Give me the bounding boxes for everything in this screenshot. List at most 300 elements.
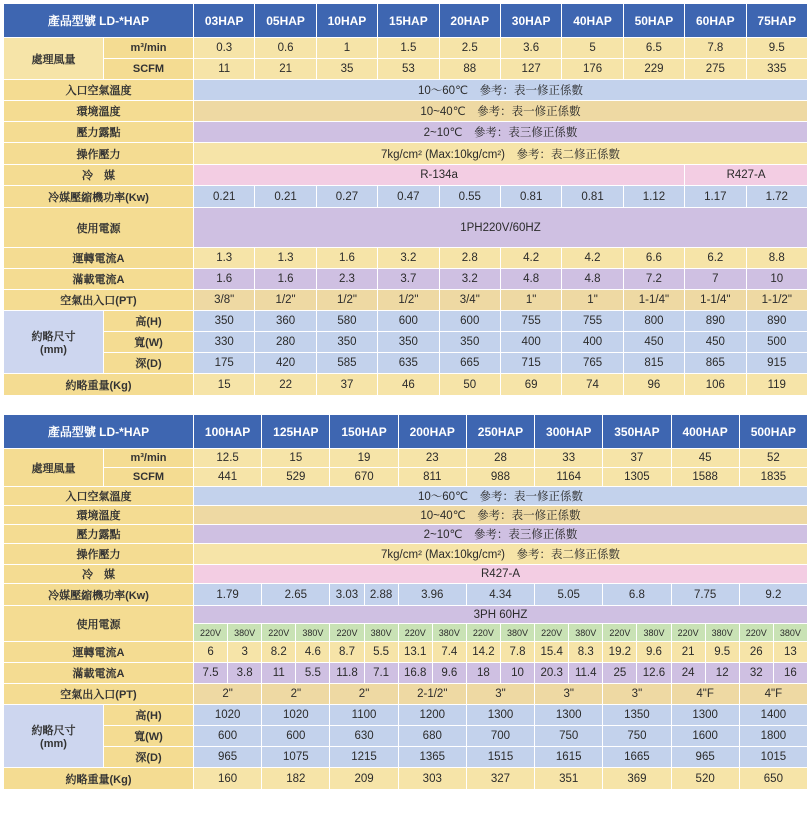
model-header-row — [4, 4, 808, 38]
depth-label: 深(D) — [104, 747, 194, 768]
run-value: 6.2 — [685, 248, 746, 269]
power-value: 0.21 — [255, 186, 316, 208]
scfm-value: 335 — [746, 59, 807, 80]
m3-unit-label: m³/min — [104, 38, 194, 59]
full-value: 11.8 — [330, 663, 364, 684]
model-cell: 400HAP — [671, 415, 739, 449]
height-value: 1200 — [398, 705, 466, 726]
scfm-unit-label: SCFM — [104, 59, 194, 80]
compressor-power-label: 冷媒壓縮機功率(Kw) — [4, 186, 194, 208]
full-value: 4.8 — [500, 269, 561, 290]
run-value: 7.4 — [432, 642, 466, 663]
refrigerant-value-b: R427-A — [685, 165, 808, 186]
m3-value: 0.3 — [194, 38, 255, 59]
run-value: 4.2 — [562, 248, 623, 269]
voltage-cell: 380V — [705, 624, 739, 642]
depth-value: 715 — [500, 353, 561, 374]
depth-value: 635 — [378, 353, 439, 374]
depth-value: 965 — [671, 747, 739, 768]
m3-value: 2.5 — [439, 38, 500, 59]
dimension-label-text: 約略尺寸 — [31, 331, 76, 343]
height-value: 1300 — [671, 705, 739, 726]
port-value: 3/4" — [439, 290, 500, 311]
voltage-cell: 380V — [296, 624, 330, 642]
m3-value: 5 — [562, 38, 623, 59]
port-value: 1-1/4" — [685, 290, 746, 311]
model-cell: 125HAP — [262, 415, 330, 449]
weight-value: 96 — [623, 374, 684, 396]
scfm-value: 670 — [330, 468, 398, 487]
dimension-unit-text: (mm) — [40, 344, 67, 356]
voltage-cell: 220V — [330, 624, 364, 642]
m3-value: 33 — [535, 449, 603, 468]
voltage-cell: 380V — [364, 624, 398, 642]
full-value: 18 — [466, 663, 500, 684]
voltage-cell: 220V — [671, 624, 705, 642]
height-label: 高(H) — [104, 311, 194, 332]
port-value: 1-1/4" — [623, 290, 684, 311]
ambient-temp-value: 10~40℃ 參考：表一修正係數 — [194, 506, 808, 525]
weight-value: 119 — [746, 374, 807, 396]
run-value: 8.8 — [746, 248, 807, 269]
power-value: 7.75 — [671, 584, 739, 606]
full-value: 7.2 — [623, 269, 684, 290]
width-value: 750 — [603, 726, 671, 747]
full-value: 4.8 — [562, 269, 623, 290]
full-value: 24 — [671, 663, 705, 684]
height-row — [4, 705, 808, 726]
weight-row — [4, 374, 808, 396]
model-cell: 20HAP — [439, 4, 500, 38]
full-value: 11 — [262, 663, 296, 684]
ambient-temp-row — [4, 101, 808, 122]
pressure-row — [4, 544, 808, 565]
scfm-unit-label: SCFM — [104, 468, 194, 487]
pressure-label: 操作壓力 — [4, 143, 194, 165]
run-value: 19.2 — [603, 642, 637, 663]
width-value: 700 — [466, 726, 534, 747]
m3-value: 9.5 — [746, 38, 807, 59]
power-value: 2.88 — [364, 584, 398, 606]
m3-unit-label: m³/min — [104, 449, 194, 468]
weight-value: 369 — [603, 768, 671, 790]
power-value: 5.05 — [535, 584, 603, 606]
dimension-unit-text: (mm) — [40, 738, 67, 750]
inlet-temp-row — [4, 80, 808, 101]
depth-value: 865 — [685, 353, 746, 374]
dewpoint-label: 壓力露點 — [4, 122, 194, 143]
model-cell: 15HAP — [378, 4, 439, 38]
height-value: 1350 — [603, 705, 671, 726]
m3-value: 45 — [671, 449, 739, 468]
voltage-cell: 380V — [228, 624, 262, 642]
width-value: 280 — [255, 332, 316, 353]
full-load-current-label: 滿載電流A — [4, 269, 194, 290]
air-port-row — [4, 290, 808, 311]
run-value: 26 — [739, 642, 773, 663]
full-load-current-row — [4, 663, 808, 684]
port-value: 1/2" — [378, 290, 439, 311]
power-value: 3.96 — [398, 584, 466, 606]
running-current-row — [4, 248, 808, 269]
model-label: 產品型號 LD-*HAP — [4, 415, 194, 449]
depth-value: 765 — [562, 353, 623, 374]
depth-value: 1075 — [262, 747, 330, 768]
flow-label: 處理風量 — [4, 38, 104, 80]
width-value: 500 — [746, 332, 807, 353]
voltage-cell: 380V — [432, 624, 466, 642]
full-value: 2.3 — [316, 269, 377, 290]
voltage-cell: 220V — [535, 624, 569, 642]
height-row — [4, 311, 808, 332]
power-value: 0.47 — [378, 186, 439, 208]
flow-scfm-row — [4, 59, 808, 80]
model-cell: 500HAP — [739, 415, 807, 449]
model-cell: 75HAP — [746, 4, 807, 38]
width-value: 400 — [562, 332, 623, 353]
run-value: 4.6 — [296, 642, 330, 663]
height-value: 350 — [194, 311, 255, 332]
dimension-label-text: 約略尺寸 — [31, 725, 76, 737]
m3-value: 1 — [316, 38, 377, 59]
height-value: 600 — [378, 311, 439, 332]
model-cell: 200HAP — [398, 415, 466, 449]
height-value: 360 — [255, 311, 316, 332]
scfm-value: 811 — [398, 468, 466, 487]
power-supply-row — [4, 606, 808, 624]
run-value: 6 — [194, 642, 228, 663]
width-value: 400 — [500, 332, 561, 353]
depth-value: 175 — [194, 353, 255, 374]
inlet-temp-row — [4, 487, 808, 506]
m3-value: 19 — [330, 449, 398, 468]
depth-value: 1515 — [466, 747, 534, 768]
depth-value: 420 — [255, 353, 316, 374]
depth-value: 1615 — [535, 747, 603, 768]
port-value: 4"F — [739, 684, 807, 705]
width-label: 寬(W) — [104, 332, 194, 353]
refrigerant-value-a: R-134a — [194, 165, 685, 186]
full-value: 3.8 — [228, 663, 262, 684]
run-value: 8.7 — [330, 642, 364, 663]
width-value: 350 — [378, 332, 439, 353]
scfm-value: 988 — [466, 468, 534, 487]
dewpoint-value: 2~10℃ 參考：表三修正係數 — [194, 525, 808, 544]
voltage-cell: 220V — [739, 624, 773, 642]
width-value: 350 — [439, 332, 500, 353]
scfm-value: 529 — [262, 468, 330, 487]
width-value: 600 — [262, 726, 330, 747]
air-port-label: 空氣出入口(PT) — [4, 290, 194, 311]
compressor-power-row — [4, 584, 808, 606]
refrigerant-label: 冷 媒 — [4, 165, 194, 186]
ambient-temp-label: 環境溫度 — [4, 101, 194, 122]
m3-value: 12.5 — [194, 449, 262, 468]
voltage-cell: 220V — [194, 624, 228, 642]
m3-value: 52 — [739, 449, 807, 468]
width-value: 350 — [316, 332, 377, 353]
voltage-cell: 380V — [773, 624, 807, 642]
run-value: 3 — [228, 642, 262, 663]
power-value: 0.81 — [500, 186, 561, 208]
full-value: 9.6 — [432, 663, 466, 684]
weight-value: 15 — [194, 374, 255, 396]
full-value: 12 — [705, 663, 739, 684]
m3-value: 28 — [466, 449, 534, 468]
m3-value: 3.6 — [500, 38, 561, 59]
power-value: 1.17 — [685, 186, 746, 208]
full-value: 25 — [603, 663, 637, 684]
weight-value: 650 — [739, 768, 807, 790]
pressure-value: 7kg/cm² (Max:10kg/cm²) 參考：表二修正係數 — [194, 143, 808, 165]
port-value: 3" — [603, 684, 671, 705]
weight-label: 約略重量(Kg) — [4, 768, 194, 790]
scfm-value: 127 — [500, 59, 561, 80]
port-value: 1" — [500, 290, 561, 311]
power-supply-label: 使用電源 — [4, 606, 194, 642]
width-value: 630 — [330, 726, 398, 747]
m3-value: 1.5 — [378, 38, 439, 59]
voltage-cell: 220V — [262, 624, 296, 642]
running-current-label: 運轉電流A — [4, 642, 194, 663]
dimension-label — [4, 705, 104, 768]
m3-value: 0.6 — [255, 38, 316, 59]
inlet-temp-value: 10～60℃ 參考：表一修正係數 — [194, 487, 808, 506]
m3-value: 15 — [262, 449, 330, 468]
port-value: 1/2" — [255, 290, 316, 311]
voltage-cell: 380V — [500, 624, 534, 642]
scfm-value: 1588 — [671, 468, 739, 487]
height-value: 890 — [685, 311, 746, 332]
scfm-value: 11 — [194, 59, 255, 80]
scfm-value: 53 — [378, 59, 439, 80]
full-value: 10 — [746, 269, 807, 290]
full-value: 20.3 — [535, 663, 569, 684]
width-value: 1600 — [671, 726, 739, 747]
height-value: 755 — [562, 311, 623, 332]
full-value: 16 — [773, 663, 807, 684]
height-value: 1400 — [739, 705, 807, 726]
scfm-value: 229 — [623, 59, 684, 80]
weight-value: 74 — [562, 374, 623, 396]
port-value: 3" — [466, 684, 534, 705]
spec-table-large-models — [3, 414, 808, 790]
depth-value: 665 — [439, 353, 500, 374]
power-value: 9.2 — [739, 584, 807, 606]
full-value: 1.6 — [255, 269, 316, 290]
weight-value: 327 — [466, 768, 534, 790]
flow-label: 處理風量 — [4, 449, 104, 487]
power-supply-label: 使用電源 — [4, 208, 194, 248]
run-value: 15.4 — [535, 642, 569, 663]
running-current-label: 運轉電流A — [4, 248, 194, 269]
port-value: 1/2" — [316, 290, 377, 311]
weight-value: 303 — [398, 768, 466, 790]
scfm-value: 35 — [316, 59, 377, 80]
full-value: 7.1 — [364, 663, 398, 684]
full-value: 1.6 — [194, 269, 255, 290]
full-value: 3.2 — [439, 269, 500, 290]
depth-row — [4, 747, 808, 768]
power-value: 4.34 — [466, 584, 534, 606]
power-supply-row — [4, 208, 808, 248]
weight-value: 209 — [330, 768, 398, 790]
height-value: 1020 — [262, 705, 330, 726]
refrigerant-value: R427-A — [194, 565, 808, 584]
voltage-cell: 220V — [466, 624, 500, 642]
voltage-cell: 220V — [603, 624, 637, 642]
spec-table-small-models — [3, 3, 808, 396]
weight-value: 106 — [685, 374, 746, 396]
run-value: 3.2 — [378, 248, 439, 269]
flow-m3-row — [4, 449, 808, 468]
model-cell: 40HAP — [562, 4, 623, 38]
weight-value: 50 — [439, 374, 500, 396]
width-value: 450 — [685, 332, 746, 353]
power-value: 0.27 — [316, 186, 377, 208]
weight-value: 520 — [671, 768, 739, 790]
pressure-value: 7kg/cm² (Max:10kg/cm²) 參考：表二修正係數 — [194, 544, 808, 565]
depth-row — [4, 353, 808, 374]
weight-value: 69 — [500, 374, 561, 396]
m3-value: 37 — [603, 449, 671, 468]
depth-value: 965 — [194, 747, 262, 768]
width-value: 680 — [398, 726, 466, 747]
height-value: 1300 — [466, 705, 534, 726]
height-value: 580 — [316, 311, 377, 332]
run-value: 13.1 — [398, 642, 432, 663]
compressor-power-row — [4, 186, 808, 208]
scfm-value: 1164 — [535, 468, 603, 487]
weight-label: 約略重量(Kg) — [4, 374, 194, 396]
weight-value: 46 — [378, 374, 439, 396]
full-value: 11.4 — [569, 663, 603, 684]
dewpoint-value: 2~10℃ 參考：表三修正係數 — [194, 122, 808, 143]
run-value: 1.3 — [255, 248, 316, 269]
port-value: 1" — [562, 290, 623, 311]
dewpoint-label: 壓力露點 — [4, 525, 194, 544]
port-value: 2" — [194, 684, 262, 705]
voltage-cell: 380V — [637, 624, 671, 642]
run-value: 2.8 — [439, 248, 500, 269]
model-cell: 50HAP — [623, 4, 684, 38]
inlet-temp-value: 10～60℃ 參考：表一修正係數 — [194, 80, 808, 101]
ambient-temp-value: 10~40℃ 參考：表一修正係數 — [194, 101, 808, 122]
dewpoint-row — [4, 122, 808, 143]
full-value: 12.6 — [637, 663, 671, 684]
width-value: 330 — [194, 332, 255, 353]
depth-value: 1365 — [398, 747, 466, 768]
running-current-row — [4, 642, 808, 663]
flow-m3-row — [4, 38, 808, 59]
run-value: 1.3 — [194, 248, 255, 269]
run-value: 6.6 — [623, 248, 684, 269]
run-value: 8.2 — [262, 642, 296, 663]
run-value: 7.8 — [500, 642, 534, 663]
m3-value: 23 — [398, 449, 466, 468]
dewpoint-row — [4, 525, 808, 544]
scfm-value: 176 — [562, 59, 623, 80]
depth-label: 深(D) — [104, 353, 194, 374]
depth-value: 1215 — [330, 747, 398, 768]
refrigerant-row — [4, 565, 808, 584]
height-value: 1300 — [535, 705, 603, 726]
m3-value: 6.5 — [623, 38, 684, 59]
scfm-value: 88 — [439, 59, 500, 80]
scfm-value: 21 — [255, 59, 316, 80]
run-value: 9.5 — [705, 642, 739, 663]
m3-value: 7.8 — [685, 38, 746, 59]
depth-value: 585 — [316, 353, 377, 374]
power-value: 6.8 — [603, 584, 671, 606]
width-value: 600 — [194, 726, 262, 747]
depth-value: 1665 — [603, 747, 671, 768]
pressure-row — [4, 143, 808, 165]
depth-value: 915 — [746, 353, 807, 374]
run-value: 5.5 — [364, 642, 398, 663]
power-value: 0.21 — [194, 186, 255, 208]
inlet-temp-label: 入口空氣溫度 — [4, 80, 194, 101]
depth-value: 1015 — [739, 747, 807, 768]
height-value: 600 — [439, 311, 500, 332]
scfm-value: 1305 — [603, 468, 671, 487]
full-value: 3.7 — [378, 269, 439, 290]
air-port-label: 空氣出入口(PT) — [4, 684, 194, 705]
model-cell: 03HAP — [194, 4, 255, 38]
model-cell: 30HAP — [500, 4, 561, 38]
dimension-label — [4, 311, 104, 374]
ambient-temp-row — [4, 506, 808, 525]
width-row — [4, 726, 808, 747]
full-value: 7 — [685, 269, 746, 290]
scfm-value: 441 — [194, 468, 262, 487]
model-cell: 05HAP — [255, 4, 316, 38]
refrigerant-label: 冷 媒 — [4, 565, 194, 584]
weight-value: 351 — [535, 768, 603, 790]
weight-value: 22 — [255, 374, 316, 396]
power-value: 1.72 — [746, 186, 807, 208]
power-supply-value: 3PH 60HZ — [194, 606, 808, 624]
inlet-temp-label: 入口空氣溫度 — [4, 487, 194, 506]
width-row — [4, 332, 808, 353]
compressor-power-label: 冷媒壓縮機功率(Kw) — [4, 584, 194, 606]
full-value: 16.8 — [398, 663, 432, 684]
power-value: 3.03 — [330, 584, 364, 606]
power-value: 0.81 — [562, 186, 623, 208]
model-cell: 300HAP — [535, 415, 603, 449]
model-cell: 100HAP — [194, 415, 262, 449]
port-value: 4"F — [671, 684, 739, 705]
full-value: 32 — [739, 663, 773, 684]
air-port-row — [4, 684, 808, 705]
model-cell: 150HAP — [330, 415, 398, 449]
power-value: 2.65 — [262, 584, 330, 606]
power-value: 1.79 — [194, 584, 262, 606]
run-value: 8.3 — [569, 642, 603, 663]
width-value: 750 — [535, 726, 603, 747]
full-value: 10 — [500, 663, 534, 684]
ambient-temp-label: 環境溫度 — [4, 506, 194, 525]
model-cell: 250HAP — [466, 415, 534, 449]
model-cell: 10HAP — [316, 4, 377, 38]
height-value: 1100 — [330, 705, 398, 726]
full-load-current-label: 滿載電流A — [4, 663, 194, 684]
width-value: 450 — [623, 332, 684, 353]
voltage-cell: 220V — [398, 624, 432, 642]
power-supply-value: 1PH220V/60HZ — [194, 208, 808, 248]
height-value: 1020 — [194, 705, 262, 726]
weight-row — [4, 768, 808, 790]
